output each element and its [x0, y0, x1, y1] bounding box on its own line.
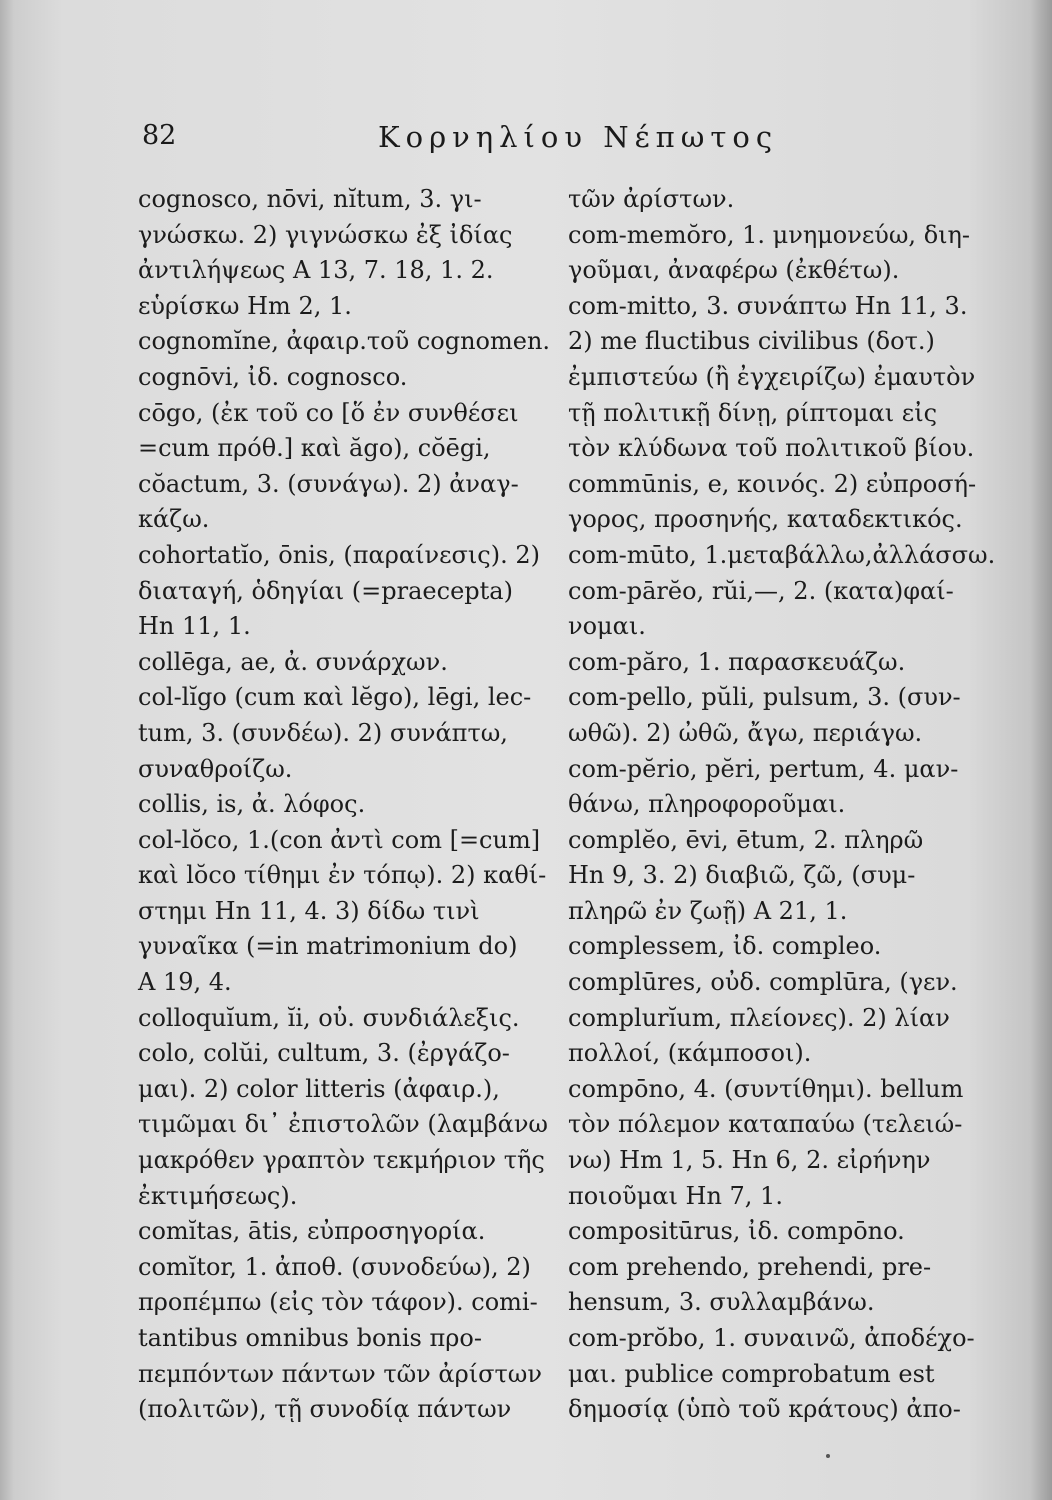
- left-column: [138, 182, 558, 1428]
- dictionary-line: colo, colŭi, cultum, 3. (ἐργάζο-: [138, 1039, 510, 1068]
- dictionary-line: tum, 3. (συνδέω). 2) συνάπτω,: [138, 718, 508, 747]
- running-title: Κορνηλίου Νέπωτος: [378, 120, 779, 154]
- dictionary-line: tantibus omnibus bonis προ-: [138, 1324, 482, 1352]
- dictionary-line: συναθροίζω.: [138, 754, 293, 783]
- dictionary-line: complĕo, ēvi, ētum, 2. πληρῶ: [568, 825, 924, 854]
- dictionary-line: ἀντιλήψεως A 13, 7. 18, 1. 2.: [138, 256, 494, 285]
- dictionary-line: Hn 9, 3. 2) διαβιῶ, ζῶ, (συμ-: [568, 861, 916, 890]
- dictionary-line: τὸν κλύδωνα τοῦ πολιτικοῦ βίου.: [568, 434, 975, 463]
- dictionary-line: πολλοί, (κάμποσοι).: [568, 1039, 812, 1068]
- dictionary-line: com-mūto, 1.μεταβάλλω,ἀλλάσσω.: [568, 540, 996, 569]
- dictionary-line: καὶ lŏco τίθημι ἐν τόπῳ). 2) καθί-: [138, 861, 547, 890]
- dictionary-line: compositūrus, ἰδ. compōno.: [568, 1217, 905, 1246]
- dictionary-line: com-păro, 1. παρασκευάζω.: [568, 647, 906, 676]
- dictionary-line: μαι. publice comprobatum est: [568, 1359, 935, 1388]
- dictionary-line: νω) Hm 1, 5. Hn 6, 2. εἰρήνην: [568, 1146, 931, 1175]
- dictionary-line: collēga, ae, ἀ. συνάρχων.: [138, 647, 448, 676]
- dictionary-line: προπέμπω (εἰς τὸν τάφον). comi-: [138, 1288, 538, 1317]
- dictionary-line: δημοσίᾳ (ὑπὸ τοῦ κράτους) ἀπο-: [568, 1395, 961, 1424]
- dictionary-line: κάζω.: [138, 505, 210, 534]
- dictionary-line: στημι Hn 11, 4. 3) δίδω τινὶ: [138, 896, 480, 925]
- dictionary-line: πεμπόντων πάντων τῶν ἀρίστων: [138, 1359, 542, 1388]
- dictionary-line: νομαι.: [568, 612, 646, 641]
- dictionary-line: τιμῶμαι δι᾽ ἐπιστολῶν (λαμβάνω: [138, 1110, 548, 1139]
- dictionary-line: commūnis, e, κοινός. 2) εὐπροσή-: [568, 469, 977, 498]
- dictionary-line: γυναῖκα (=in matrimonium do): [138, 932, 518, 961]
- dictionary-line: μαι). 2) color litteris (ἀφαιρ.),: [138, 1074, 500, 1103]
- dictionary-line: γοῦμαι, ἀναφέρω (ἐκθέτω).: [568, 256, 900, 285]
- dictionary-line: com-pĕrio, pĕri, pertum, 4. μαν-: [568, 754, 959, 783]
- dictionary-line: ποιοῦμαι Hn 7, 1.: [568, 1181, 783, 1210]
- dictionary-line: cognōvi, ἰδ. cognosco.: [138, 362, 408, 391]
- dictionary-line: com-mitto, 3. συνάπτω Hn 11, 3.: [568, 291, 968, 320]
- dictionary-line: τὸν πόλεμον καταπαύω (τελειώ-: [568, 1110, 963, 1139]
- dictionary-line: com-pārĕo, rŭi,—, 2. (κατα)φαί-: [568, 576, 954, 605]
- dictionary-line: comĭtas, ātis, εὐπροσηγορία.: [138, 1217, 486, 1246]
- dictionary-line: εὑρίσκω Hm 2, 1.: [138, 291, 352, 320]
- dictionary-line: A 19, 4.: [138, 968, 232, 997]
- dictionary-line: cōgo, (ἐκ τοῦ co [ὅ ἐν συνθέσει: [138, 398, 519, 427]
- dictionary-line: Hn 11, 1.: [138, 612, 251, 641]
- dictionary-line: comĭtor, 1. ἀποθ. (συνοδεύω), 2): [138, 1252, 531, 1281]
- right-column: [568, 182, 996, 1428]
- dictionary-line: ἐμπιστεύω (ἢ ἐγχειρίζω) ἐμαυτὸν: [568, 362, 976, 391]
- dictionary-line: col-lŏco, 1.(con ἀντὶ com [=cum]: [138, 825, 541, 854]
- dictionary-line: hensum, 3. συλλαμβάνω.: [568, 1288, 875, 1317]
- dictionary-line: com-prŏbo, 1. συναινῶ, ἀποδέχο-: [568, 1324, 975, 1352]
- dictionary-line: πληρῶ ἐν ζωῇ) A 21, 1.: [568, 896, 848, 925]
- dictionary-line: com prehendo, prehendi, pre-: [568, 1252, 932, 1281]
- dictionary-line: διαταγή, ὁδηγίαι (=praecepta): [138, 576, 513, 605]
- dictionary-line: γορος, προσηνής, καταδεκτικός.: [568, 505, 963, 534]
- dictionary-line: complurĭum, πλείονες). 2) λίαν: [568, 1003, 950, 1032]
- dictionary-line: compōno, 4. (συντίθημι). bellum: [568, 1074, 964, 1103]
- dictionary-line: γνώσκω. 2) γιγνώσκω ἐξ ἰδίας: [138, 220, 513, 249]
- dictionary-line: col-lĭgo (cum καὶ lĕgo), lēgi, lec-: [138, 683, 532, 712]
- dictionary-line: τῇ πολιτικῇ δίνῃ, ρίπτομαι εἰς: [568, 398, 938, 427]
- dictionary-line: ωθῶ). 2) ὠθῶ, ἄγω, περιάγω.: [568, 718, 923, 747]
- dictionary-line: com-memŏro, 1. μνημονεύω, διη-: [568, 220, 971, 249]
- dictionary-line: cohortatĭo, ōnis, (παραίνεσις). 2): [138, 540, 540, 569]
- page-edge-shadow: [1030, 0, 1052, 1500]
- ink-speck: [826, 1454, 830, 1458]
- dictionary-line: cŏactum, 3. (συνάγω). 2) ἀναγ-: [138, 469, 519, 498]
- dictionary-line: 2) me fluctibus civilibus (δοτ.): [568, 327, 935, 356]
- dictionary-line: cognomĭne, ἀφαιρ.τοῦ cognomen.: [138, 327, 551, 356]
- dictionary-line: μακρόθεν γραπτὸν τεκμήριον τῆς: [138, 1146, 545, 1175]
- page-number: 82: [142, 120, 177, 151]
- dictionary-line: com-pello, pŭli, pulsum, 3. (συν-: [568, 683, 961, 712]
- dictionary-line: (πολιτῶν), τῇ συνοδίᾳ πάντων: [138, 1395, 512, 1424]
- page-gutter-shadow: [0, 0, 14, 1500]
- dictionary-line: ἐκτιμήσεως).: [138, 1181, 298, 1210]
- dictionary-line: colloquĭum, ĭi, οὐ. συνδιάλεξις.: [138, 1003, 520, 1032]
- dictionary-line: complessem, ἰδ. compleo.: [568, 932, 882, 961]
- dictionary-line: θάνω, πληροφοροῦμαι.: [568, 790, 846, 819]
- dictionary-line: collis, is, ἀ. λόφος.: [138, 790, 366, 819]
- dictionary-line: cognosco, nōvi, nĭtum, 3. γι-: [138, 185, 482, 213]
- dictionary-line: complūres, οὐδ. complūra, (γεν.: [568, 968, 958, 997]
- dictionary-line: =cum πρόθ.] καὶ ăgo), cŏēgi,: [138, 434, 491, 463]
- dictionary-line: τῶν ἀρίστων.: [568, 185, 735, 213]
